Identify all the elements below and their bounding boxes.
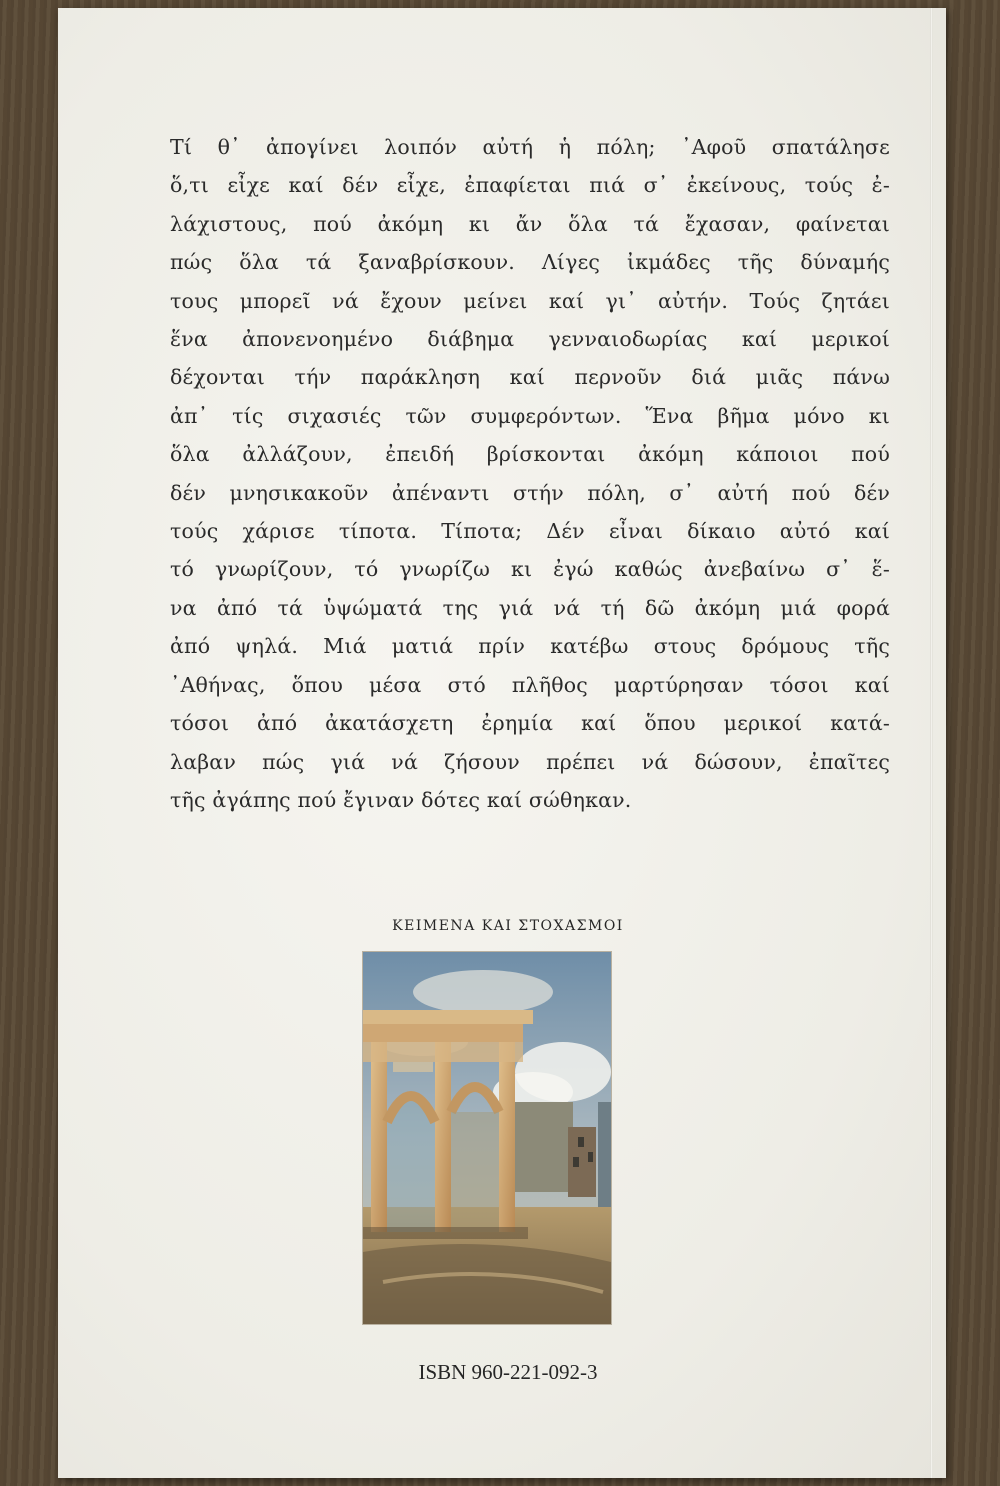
painting-of-ancient-arch-and-city: [363, 952, 611, 1324]
back-cover: [58, 8, 946, 1478]
blurb-line: λάχιστους, πού ἀκόμη κι ἄν ὅλα τά ἔχασαν, φαίνεται: [170, 211, 890, 236]
blurb-line: δέχονται τήν παράκληση καί περνοῦν διά μιᾶς πάνω: [170, 365, 890, 390]
blurb-line: λαβαν πώς γιά νά ζήσουν πρέπει νά δώσουν, ἐπαῖτες: [170, 749, 890, 774]
blurb-line: Τί θ᾽ ἀπογίνει λοιπόν αὐτή ἡ πόλη; ᾽Αφοῦ σπατάλησε: [170, 135, 890, 159]
blurb-line: ἀπό ψηλά. Μιά ματιά πρίν κατέβω στους δρόμους τῆς: [170, 634, 890, 659]
blurb-line: δέν μνησικακοῦν ἀπέναντι στήν πόλη, σ᾽ αὐτή πού δέν: [170, 480, 890, 505]
series-label: ΚΕΙΜΕΝΑ ΚΑΙ ΣΤΟΧΑΣΜΟΙ: [392, 918, 624, 934]
blurb-line: τόσοι ἀπό ἀκατάσχετη ἐρημία καί ὅπου μερικοί κατά-: [170, 711, 890, 736]
blurb-line: ἀπ᾽ τίς σιχασιές τῶν συμφερόντων. Ἕνα βῆμα μόνο κι: [170, 403, 890, 428]
blurb-line: τούς χάρισε τίποτα. Τίποτα; Δέν εἶναι δίκαιο αὐτό καί: [170, 519, 890, 544]
cover-painting: [363, 952, 611, 1324]
blurb-line: ὅλα ἀλλάζουν, ἐπειδή βρίσκονται ἀκόμη κάποιοι πού: [170, 442, 890, 467]
blurb-line: πώς ὅλα τά ξαναβρίσκουν. Λίγες ἰκμάδες τῆς δύναμής: [170, 250, 890, 275]
blurb-line: ὅ,τι εἶχε καί δέν εἶχε, ἐπαφίεται πιά σ᾽ ἐκείνους, τούς ἐ-: [170, 173, 890, 198]
blurb-line: τό γνωρίζουν, τό γνωρίζω κι ἐγώ καθώς ἀνεβαίνω σ᾽ ἕ-: [170, 557, 890, 582]
isbn-label: ISBN 960-221-092-3: [418, 1360, 598, 1384]
blurb-line: τῆς ἀγάπης πού ἔγιναν δότες καί σώθηκαν.: [170, 787, 632, 812]
blurb-line: τους μπορεῖ νά ἔχουν μείνει καί γι᾽ αὐτήν. Τούς ζητάει: [170, 288, 890, 313]
blurb-line: ἕνα ἀπονενοημένο διάβημα γενναιοδωρίας καί μερικοί: [170, 327, 890, 352]
spine-fold: [930, 8, 933, 1478]
blurb-text: [170, 128, 890, 819]
blurb-line: ᾽Αθήνας, ὅπου μέσα στό πλῆθος μαρτύρησαν τόσοι καί: [170, 672, 890, 697]
blurb-line: να ἀπό τά ὑψώματά της γιά νά τή δῶ ἀκόμη μιά φορά: [170, 595, 890, 620]
